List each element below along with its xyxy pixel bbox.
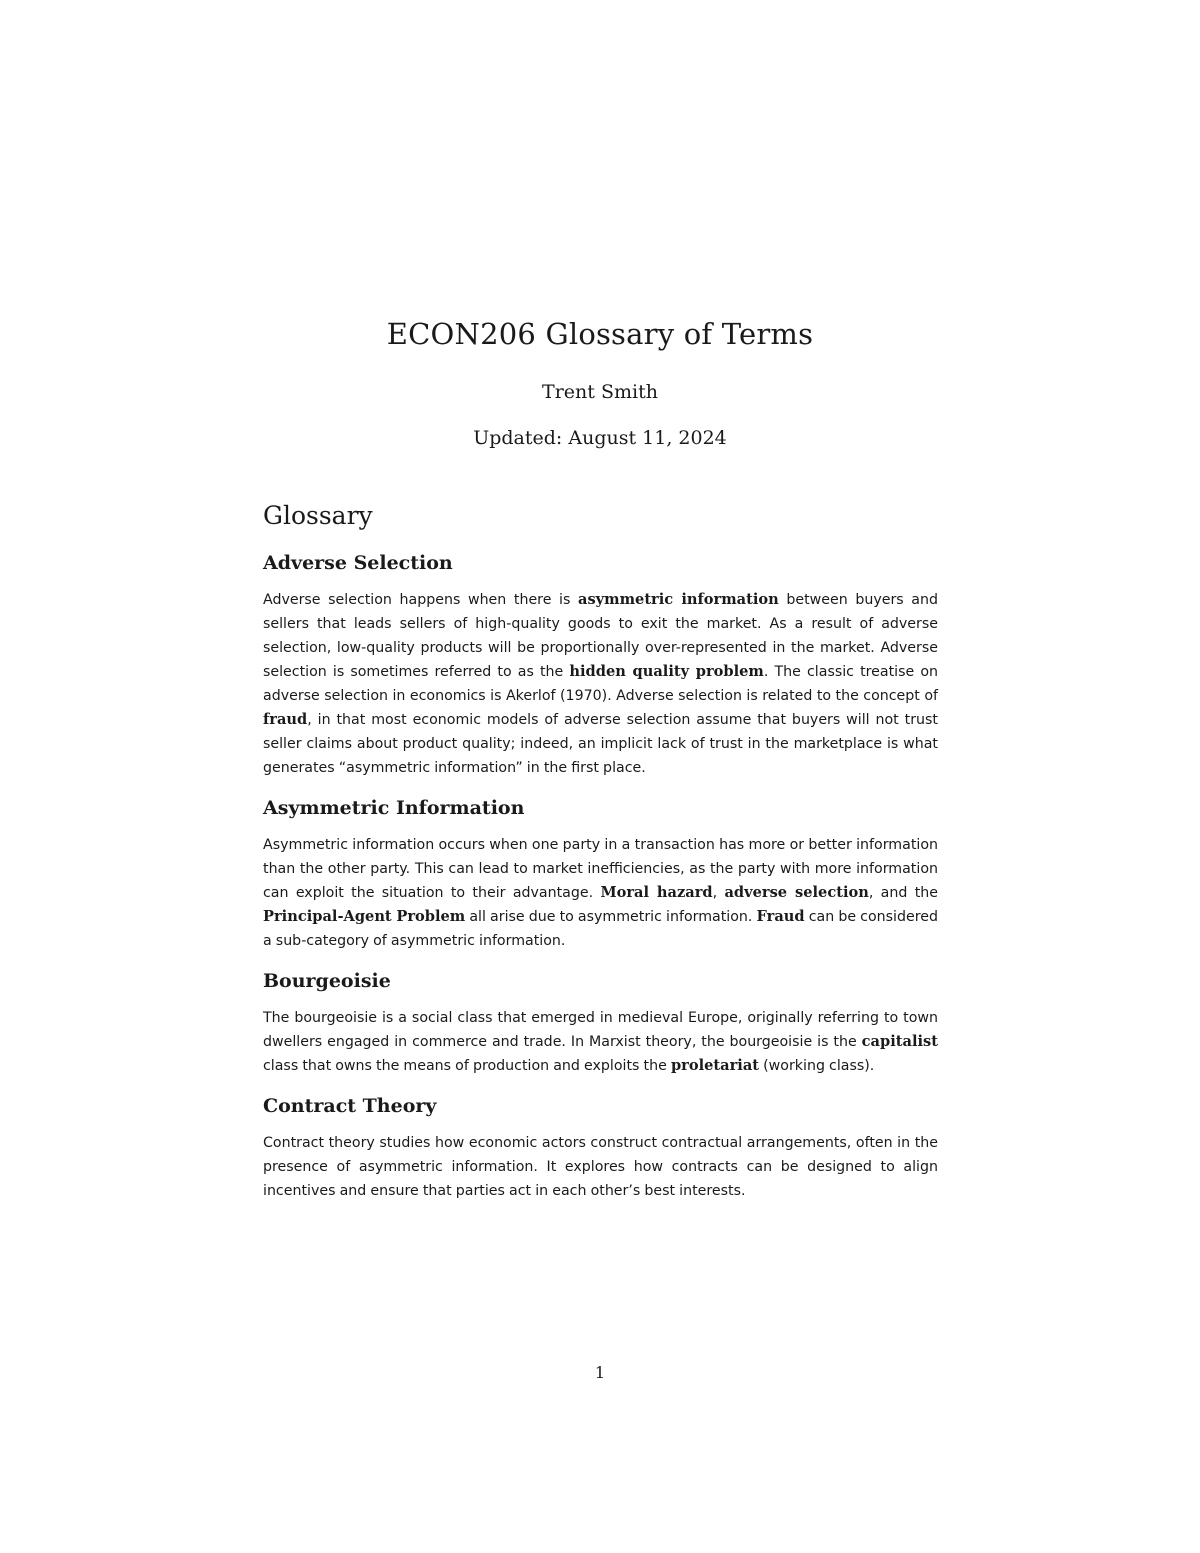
section-heading: Glossary: [263, 501, 373, 530]
key-term: adverse selection: [724, 884, 869, 901]
definition-text: , in that most economic models of adverse selection assume that buyers will not trust seller claims about product quality; indeed, an implicit lack of trust in the marketplace is what generates “asymmetric information” in the first place.: [263, 712, 938, 776]
definition-text: Contract theory studies how economic actors construct contractual arrangements, often in the presence of asymmetric information. It explores how contracts can be designed to align incentives and ensure that parties act in each other’s best interests.: [263, 1135, 938, 1199]
definition-text: ,: [712, 885, 725, 901]
entry-definition: [263, 1006, 938, 1078]
definition-text: The bourgeoisie is a social class that emerged in medieval Europe, originally referring to town dwellers engaged in commerce and trade. In Marxist theory, the bourgeoisie is the: [263, 1010, 938, 1050]
entry-definition: [263, 833, 938, 953]
definition-text: Adverse selection happens when there is: [263, 592, 578, 608]
title-block: [0, 312, 1200, 452]
definition-text: Asymmetric information occurs when one party in a transaction has more or better information than the other party. This can lead to market inefficiencies, as the party with more information can exploit the situation to their advantage.: [263, 837, 938, 901]
key-term: proletariat: [670, 1057, 760, 1074]
page-number: 1: [594, 1363, 606, 1382]
entry-term: Adverse Selection: [263, 552, 453, 574]
document-title: ECON206 Glossary of Terms: [386, 317, 814, 351]
definition-text: between buyers and sellers that leads sellers of high-quality goods to exit the market. As a result of adverse selection, low-quality products will be proportionally over-represented in the market. Adverse selection is sometimes referred to as the: [263, 592, 938, 680]
glossary-entry-bourgeoisie: [263, 966, 938, 1078]
entry-term: Asymmetric Information: [263, 797, 525, 819]
key-term: asymmetric information: [578, 591, 779, 608]
key-term: fraud: [263, 711, 308, 728]
glossary-entry-adverse-selection: [263, 548, 938, 780]
entry-definition: [263, 1131, 938, 1203]
definition-text: all arise due to asymmetric information.: [465, 909, 757, 925]
definition-text: . The classic treatise on adverse selection in economics is Akerlof (1970). Adverse selection is related to the concept of: [263, 664, 938, 704]
glossary-entry-contract-theory: [263, 1091, 938, 1203]
document-author: Trent Smith: [542, 381, 658, 403]
entry-term: Bourgeoisie: [263, 970, 391, 992]
definition-text: can be considered a sub-category of asymmetric information.: [263, 909, 938, 949]
key-term: hidden quality problem: [569, 663, 764, 680]
key-term: Principal-Agent Problem: [263, 908, 466, 925]
key-term: capitalist: [861, 1033, 938, 1050]
definition-text: class that owns the means of production and exploits the: [263, 1058, 671, 1074]
definition-text: , and the: [868, 885, 938, 901]
key-term: Fraud: [756, 908, 805, 925]
glossary-section: [263, 498, 938, 1216]
key-term: Moral hazard: [600, 884, 713, 901]
definition-text: (working class).: [759, 1058, 875, 1074]
glossary-entry-asymmetric-information: [263, 793, 938, 953]
entry-term: Contract Theory: [263, 1095, 437, 1117]
entry-definition: [263, 588, 938, 780]
document-updated-date: Updated: August 11, 2024: [473, 427, 727, 449]
